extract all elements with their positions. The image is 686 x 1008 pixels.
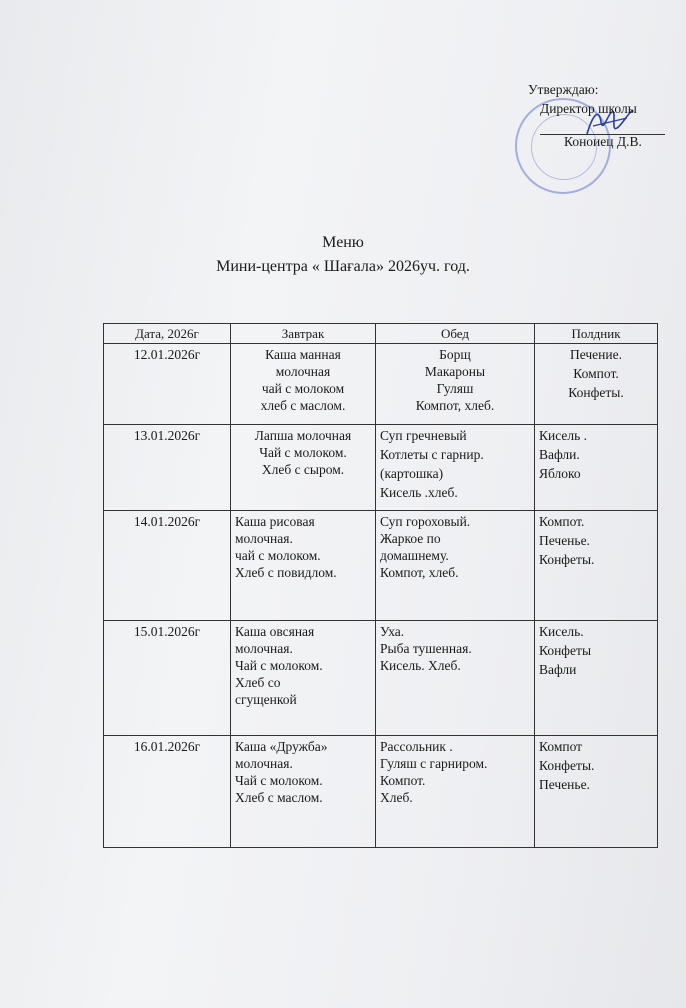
- menu-item: молочная.: [235, 641, 293, 656]
- row-breakfast: [231, 621, 376, 736]
- row-snack: [535, 425, 658, 511]
- row-date: 13.01.2026г: [104, 425, 231, 511]
- menu-item: Борщ: [439, 347, 471, 362]
- menu-item: Гуляш с гарниром.: [380, 756, 488, 771]
- document-title: Меню: [322, 234, 364, 251]
- menu-item: Хлеб с сыром.: [261, 462, 345, 477]
- menu-item: хлеб с маслом.: [260, 398, 346, 413]
- menu-item: Кисель. Хлеб.: [380, 658, 461, 673]
- menu-item: Каша манная: [265, 347, 341, 362]
- menu-item: Хлеб с повидлом.: [235, 565, 337, 580]
- menu-item: Кисель.: [539, 624, 584, 639]
- menu-item: сгущенкой: [235, 692, 297, 707]
- row-snack: [535, 621, 658, 736]
- table-row: [104, 425, 658, 511]
- header-date: Дата, 2026г: [104, 324, 231, 344]
- menu-item: Конфеты.: [568, 385, 624, 400]
- menu-item: Кисель .: [539, 428, 588, 443]
- menu-item: чай с молоком.: [235, 548, 321, 563]
- menu-item: Компот.: [573, 366, 619, 381]
- menu-item: Рыба тушенная.: [380, 641, 472, 656]
- menu-item: Компот.: [539, 514, 585, 529]
- menu-item: Печенье.: [539, 533, 590, 548]
- row-snack: [535, 736, 658, 848]
- menu-item: домашнему.: [380, 548, 449, 563]
- approval-heading: Утверждаю:: [528, 82, 599, 97]
- row-date: 15.01.2026г: [104, 621, 231, 736]
- menu-item: Каша «Дружба»: [235, 739, 328, 754]
- menu-item: Каша овсяная: [235, 624, 315, 639]
- row-snack: [535, 344, 658, 425]
- menu-item: Хлеб с маслом.: [235, 790, 323, 805]
- menu-table: [103, 323, 658, 848]
- menu-item: Чай с молоком.: [259, 445, 347, 460]
- row-lunch: [376, 344, 535, 425]
- menu-item: Уха.: [380, 624, 405, 639]
- menu-item: Гуляш: [436, 381, 474, 396]
- document-subtitle: Мини-центра « Шағала» 2026уч. год.: [216, 258, 470, 275]
- menu-item: Хлеб со: [235, 675, 281, 690]
- menu-item: Печение.: [569, 347, 622, 362]
- table-row: [104, 511, 658, 621]
- table-row: [104, 621, 658, 736]
- menu-item: Лапша молочная: [254, 428, 352, 443]
- menu-item: Печенье.: [539, 777, 590, 792]
- menu-item: Чай с молоком.: [235, 658, 323, 673]
- menu-item: Макароны: [424, 364, 486, 379]
- menu-item: Компот, хлеб.: [415, 398, 495, 413]
- menu-item: Жаркое по: [380, 531, 441, 546]
- menu-item: Хлеб.: [380, 790, 413, 805]
- menu-item: Чай с молоком.: [235, 773, 323, 788]
- approval-position: Директор школы: [540, 101, 637, 116]
- menu-item: Вафли: [539, 662, 577, 677]
- table-row: [104, 344, 658, 425]
- menu-item: Вафли.: [539, 447, 580, 462]
- row-breakfast: [231, 511, 376, 621]
- menu-item: Конфеты.: [539, 758, 595, 773]
- menu-item: Компот.: [380, 773, 426, 788]
- row-date: 12.01.2026г: [104, 344, 231, 425]
- menu-item: чай с молоком: [261, 381, 345, 396]
- row-snack: [535, 511, 658, 621]
- approval-name: Коноиец Д.В.: [564, 134, 642, 149]
- row-date: 14.01.2026г: [104, 511, 231, 621]
- table-header-row: [104, 324, 658, 344]
- menu-item: молочная.: [235, 756, 293, 771]
- row-breakfast: [231, 344, 376, 425]
- table-row: [104, 736, 658, 848]
- menu-item: Конфеты: [539, 643, 592, 658]
- row-breakfast: [231, 425, 376, 511]
- row-breakfast: [231, 736, 376, 848]
- header-breakfast: Завтрак: [231, 324, 376, 344]
- menu-item: Котлеты с гарнир.: [380, 447, 484, 462]
- menu-item: Каша рисовая: [235, 514, 315, 529]
- header-snack: Полдник: [535, 324, 658, 344]
- menu-item: молочная.: [235, 531, 293, 546]
- menu-item: Яблоко: [539, 466, 581, 481]
- menu-item: Компот: [539, 739, 583, 754]
- menu-item: молочная: [275, 364, 331, 379]
- approval-block: [528, 80, 678, 151]
- row-lunch: [376, 511, 535, 621]
- signature-line: [540, 134, 665, 135]
- header-lunch: Обед: [376, 324, 535, 344]
- menu-item: (картошка): [380, 466, 444, 481]
- menu-item: Кисель .хлеб.: [380, 485, 458, 500]
- row-lunch: [376, 736, 535, 848]
- row-lunch: [376, 621, 535, 736]
- menu-item: Конфеты.: [539, 552, 595, 567]
- menu-item: Рассольник .: [380, 739, 453, 754]
- row-lunch: [376, 425, 535, 511]
- menu-item: Суп гречневый: [380, 428, 467, 443]
- menu-item: Компот, хлеб.: [380, 565, 459, 580]
- menu-item: Суп гороховый.: [380, 514, 471, 529]
- row-date: 16.01.2026г: [104, 736, 231, 848]
